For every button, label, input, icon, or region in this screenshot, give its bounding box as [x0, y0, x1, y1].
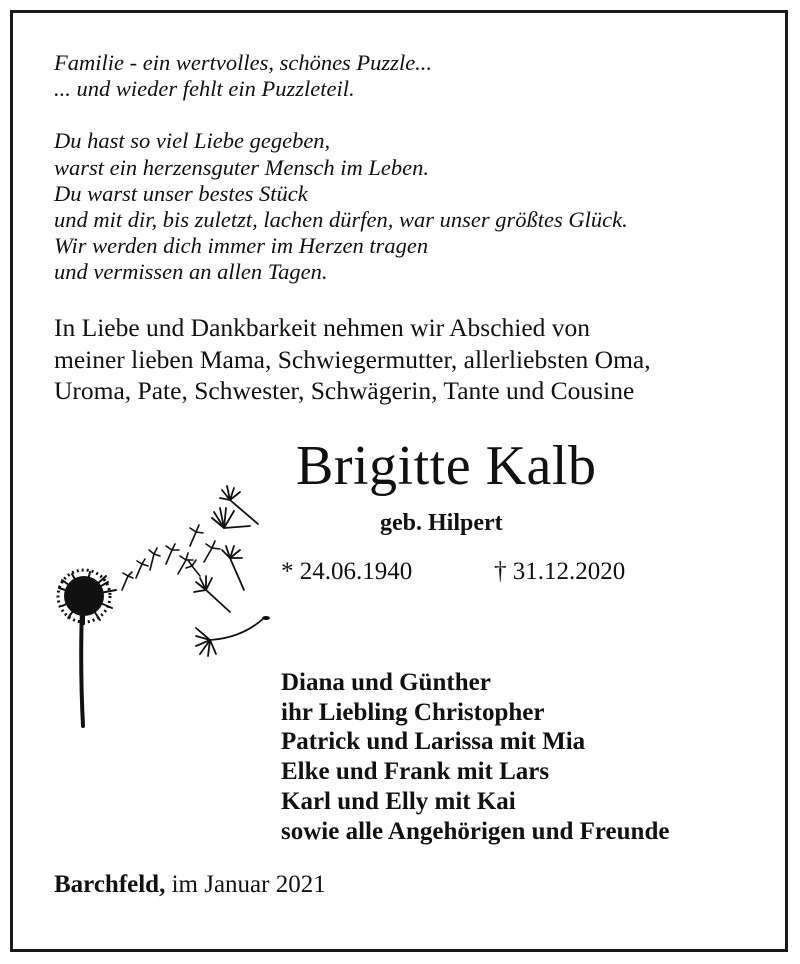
- place-date: [54, 871, 326, 899]
- mourner-line: Diana und Günther: [281, 669, 491, 696]
- memorial-poem: [54, 50, 754, 286]
- birth-date: * 24.06.1940: [281, 558, 413, 585]
- mourner-line: Elke und Frank mit Lars: [281, 758, 550, 786]
- birth-name: geb. Hilpert: [380, 510, 503, 536]
- poem-line: und mit dir, bis zuletzt, lachen dürfen, war unser größtes Glück.: [54, 207, 628, 233]
- dandelion-icon: [54, 478, 274, 734]
- poem-line: Du hast so viel Liebe gegeben,: [54, 128, 331, 154]
- deceased-name: Brigitte Kalb: [296, 435, 597, 497]
- mourner-line: Patrick und Larissa mit Mia: [281, 728, 586, 756]
- poem-line: Wir werden dich immer im Herzen tragen: [54, 233, 429, 259]
- poem-line: ... und wieder fehlt ein Puzzleteil.: [54, 76, 355, 102]
- poem-line: Familie - ein wertvolles, schönes Puzzle...: [54, 50, 433, 75]
- farewell-line: meiner lieben Mama, Schwiegermutter, allerliebsten Oma,: [54, 344, 651, 374]
- poem-line: warst ein herzensguter Mensch im Leben.: [54, 154, 429, 180]
- poem-line: und vermissen an allen Tagen.: [54, 259, 328, 285]
- mourners-list: [281, 668, 669, 846]
- date-text: im Januar 2021: [171, 871, 326, 898]
- farewell-line: Uroma, Pate, Schwester, Schwägerin, Tante und Cousine: [54, 376, 635, 405]
- farewell-line: In Liebe und Dankbarkeit nehmen wir Abschied von: [54, 313, 591, 342]
- mourner-line: Karl und Elly mit Kai: [281, 787, 516, 815]
- poem-line: Du warst unser bestes Stück: [54, 180, 308, 206]
- mourner-line: ihr Liebling Christopher: [281, 698, 545, 726]
- place-name: Barchfeld,: [54, 871, 166, 898]
- death-date: † 31.12.2020: [494, 558, 626, 585]
- farewell-text: [54, 312, 774, 407]
- mourner-line: sowie alle Angehörigen und Freunde: [281, 817, 670, 845]
